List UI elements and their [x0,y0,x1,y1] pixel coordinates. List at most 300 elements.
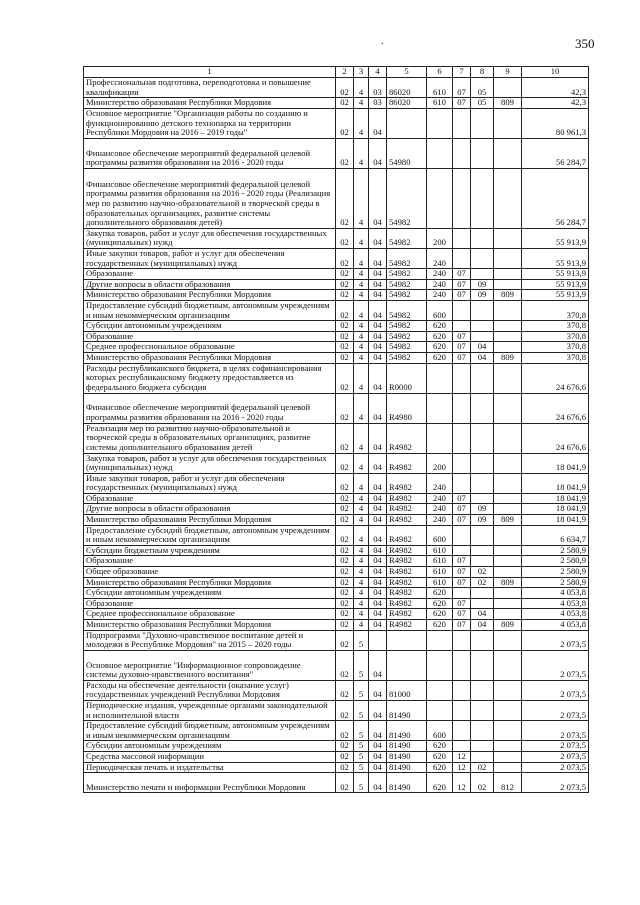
table-cell: 02 [336,751,354,762]
header-cell: 1 [84,67,336,78]
table-cell: 04 [369,290,387,301]
table-cell: Министерство образования Республики Мордовия [84,577,336,588]
table-cell: 04 [369,393,387,423]
table-cell: 5 [354,773,369,793]
table-row [84,321,589,332]
table-cell [387,650,427,680]
table-cell [494,556,522,567]
table-cell [494,248,522,268]
table-cell: 02 [336,598,354,609]
table-cell [471,680,494,700]
table-cell: 02 [336,290,354,301]
table-cell: 4 [354,423,369,453]
table-cell: 18 041,9 [522,473,589,493]
table-cell: 4 [354,279,369,290]
table-cell: 809 [494,620,522,631]
table-cell: 24 676,6 [522,423,589,453]
table-cell: 02 [336,630,354,650]
table-cell [494,493,522,504]
table-cell: 81490 [387,741,427,752]
table-cell: 200 [427,453,453,473]
table-cell [471,650,494,680]
table-cell: 04 [369,762,387,773]
table-cell: 4 [354,515,369,526]
table-cell: 620 [427,588,453,599]
table-cell: 610 [427,577,453,588]
table-cell: Образование [84,269,336,280]
table-cell: Образование [84,556,336,567]
table-cell: 07 [453,598,471,609]
table-cell [494,567,522,578]
table-cell [453,300,471,320]
table-cell: 02 [336,577,354,588]
table-cell: 02 [336,700,354,720]
table-cell [453,393,471,423]
table-row [84,721,589,741]
table-cell: 04 [369,577,387,588]
table-row [84,620,589,631]
table-row [84,609,589,620]
table-cell: 04 [369,228,387,248]
table-cell: 04 [369,504,387,515]
table-row [84,352,589,363]
table-cell [453,630,471,650]
table-cell: 54982 [387,168,427,228]
table-cell: 54982 [387,269,427,280]
table-cell: Основное мероприятие "Организация работы по созданию и функционированию детского технопарка на территории Республики Мордовия на 2016 – 2019 годы" [84,108,336,138]
table-cell: 240 [427,248,453,268]
table-cell: 02 [336,545,354,556]
table-cell: 620 [427,598,453,609]
header-row [84,67,589,78]
table-row [84,473,589,493]
table-cell [453,168,471,228]
table-cell: 07 [453,493,471,504]
table-cell: 4 [354,588,369,599]
table-row [84,762,589,773]
table-cell [453,321,471,332]
table-cell: 56 284,7 [522,138,589,168]
table-cell: 42,3 [522,98,589,109]
table-cell: 02 [336,620,354,631]
table-cell: 5 [354,680,369,700]
table-cell: R4982 [387,598,427,609]
table-cell: 02 [336,525,354,545]
table-cell: 4 [354,290,369,301]
table-cell [494,473,522,493]
table-cell: 04 [369,545,387,556]
table-cell [471,423,494,453]
table-cell: 610 [427,567,453,578]
table-row [84,493,589,504]
table-cell: 04 [471,620,494,631]
table-cell: 54982 [387,331,427,342]
table-cell: Финансовое обеспечение мероприятий федеральной целевой программы развития образования на 2016 - 2020 годы (Реализация мер по развитию научно-образовательной и творческой среды в образовательных организациях, развитие системы дополнительного образования детей) [84,168,336,228]
table-cell: Предоставление субсидий бюджетным, автономным учреждениям и иным некоммерческим организациям [84,721,336,741]
table-cell: 04 [369,342,387,353]
table-cell: 4 [354,321,369,332]
table-cell: 02 [336,556,354,567]
table-cell: 04 [369,515,387,526]
table-cell: 809 [494,352,522,363]
table-cell [494,321,522,332]
table-cell [494,342,522,353]
table-row [84,342,589,353]
table-cell: 5 [354,650,369,680]
table-cell: 240 [427,290,453,301]
table-cell: 620 [427,342,453,353]
table-cell: 07 [453,331,471,342]
table-cell: Образование [84,331,336,342]
page-number: 350 [575,36,595,51]
table-cell [494,598,522,609]
table-cell: R4982 [387,473,427,493]
table-cell: 240 [427,515,453,526]
table-cell: Министерство образования Республики Мордовия [84,98,336,109]
table-cell: R4982 [387,577,427,588]
table-cell: 4 [354,609,369,620]
table-cell: Иные закупки товаров, работ и услуг для обеспечения государственных (муниципальных) нужд [84,473,336,493]
table-cell [387,108,427,138]
table-cell: 02 [336,228,354,248]
table-row [84,567,589,578]
table-cell: 07 [453,620,471,631]
table-cell: 12 [453,751,471,762]
table-cell: 54980 [387,138,427,168]
table-cell [471,300,494,320]
table-cell: 55 913,9 [522,279,589,290]
table-cell: 04 [369,363,387,393]
table-cell: 02 [336,493,354,504]
table-cell [471,321,494,332]
table-cell [453,363,471,393]
table-cell: 4 [354,168,369,228]
table-cell: 4 [354,352,369,363]
table-cell [494,700,522,720]
table-cell: 02 [336,269,354,280]
table-cell: 600 [427,525,453,545]
table-cell [494,108,522,138]
table-cell: 09 [471,515,494,526]
table-cell: R4982 [387,609,427,620]
table-cell: 81490 [387,762,427,773]
table-cell: 620 [427,741,453,752]
table-cell: 2 073,5 [522,773,589,793]
table-cell: 4 [354,453,369,473]
table-cell: 54982 [387,300,427,320]
table-cell: Иные закупки товаров, работ и услуг для обеспечения государственных (муниципальных) нужд [84,248,336,268]
table-cell [494,609,522,620]
table-cell: R4982 [387,504,427,515]
table-cell: 02 [336,773,354,793]
table-cell: Реализация мер по развитию научно-образовательной и творческой среды в образовательных организациях, развитие системы дополнительного образования детей [84,423,336,453]
table-cell [427,393,453,423]
table-cell [494,138,522,168]
table-row [84,423,589,453]
table-cell: 620 [427,321,453,332]
table-cell: 4 [354,342,369,353]
table-cell: 18 041,9 [522,504,589,515]
table-cell [453,545,471,556]
table-cell: 4 [354,525,369,545]
table-cell [471,630,494,650]
table-cell [453,453,471,473]
table-cell: 07 [453,342,471,353]
table-cell: 4 053,8 [522,609,589,620]
table-row [84,279,589,290]
table-cell [494,331,522,342]
table-cell [453,650,471,680]
table-cell [427,630,453,650]
table-cell [494,588,522,599]
table-cell: 24 676,6 [522,363,589,393]
header-cell: 8 [471,67,494,78]
table-cell [453,680,471,700]
table-cell [471,363,494,393]
table-cell: 05 [471,98,494,109]
table-cell: 4 [354,577,369,588]
table-cell: 02 [471,762,494,773]
table-cell: 02 [336,650,354,680]
table-cell: 610 [427,78,453,98]
table-cell [453,525,471,545]
table-cell: 86020 [387,78,427,98]
table-cell: 4 [354,363,369,393]
table-cell [494,751,522,762]
table-cell: 04 [369,168,387,228]
table-cell: Субсидии автономным учреждениям [84,588,336,599]
table-cell: 2 073,5 [522,741,589,752]
table-cell: Общее образование [84,567,336,578]
table-row [84,588,589,599]
table-cell: 02 [336,423,354,453]
table-cell [453,423,471,453]
table-cell [471,721,494,741]
table-cell: 04 [369,741,387,752]
table-cell: 12 [453,762,471,773]
table-cell: 02 [336,300,354,320]
table-cell: 04 [369,321,387,332]
table-cell: 2 580,9 [522,545,589,556]
table-cell: 4 [354,473,369,493]
table-row [84,773,589,793]
table-row [84,680,589,700]
table-cell: 4 [354,269,369,280]
table-cell: 80 961,3 [522,108,589,138]
table-cell: 04 [369,567,387,578]
table-cell: 04 [369,650,387,680]
table-row [84,751,589,762]
table-cell [471,545,494,556]
table-cell: 04 [369,721,387,741]
table-cell [453,228,471,248]
table-cell: 4 [354,504,369,515]
table-cell: 4 [354,331,369,342]
table-cell: 02 [336,393,354,423]
table-cell [471,138,494,168]
table-cell: 04 [369,279,387,290]
table-cell: 4 053,8 [522,588,589,599]
table-cell [471,168,494,228]
table-cell: 4 [354,493,369,504]
table-cell: 610 [427,545,453,556]
table-cell: 54982 [387,352,427,363]
table-cell: R4982 [387,493,427,504]
table-cell: 55 913,9 [522,228,589,248]
table-cell [494,650,522,680]
table-cell [453,741,471,752]
table-cell: 04 [369,473,387,493]
scan-mark: . [381,36,384,47]
table-cell: 600 [427,300,453,320]
table-cell [471,453,494,473]
table-cell: Министерство образования Республики Мордовия [84,620,336,631]
table-cell: 809 [494,98,522,109]
table-cell: 81490 [387,773,427,793]
table-cell: 370,8 [522,300,589,320]
header-cell: 6 [427,67,453,78]
table-cell: 04 [369,588,387,599]
table-cell: 02 [336,363,354,393]
table-cell: 07 [453,515,471,526]
table-cell: 370,8 [522,342,589,353]
table-cell: Другие вопросы в области образования [84,279,336,290]
table-cell: R4982 [387,453,427,473]
table-cell: Предоставление субсидий бюджетным, автономным учреждениям и иным некоммерческим организациям [84,525,336,545]
table-cell [453,588,471,599]
table-row [84,515,589,526]
table-cell [471,248,494,268]
table-cell [494,279,522,290]
table-cell: 02 [336,352,354,363]
table-cell [494,363,522,393]
table-cell: 370,8 [522,321,589,332]
table-cell: Субсидии бюджетным учреждениям [84,545,336,556]
table-cell: 81490 [387,721,427,741]
table-cell: 04 [369,556,387,567]
table-cell [427,423,453,453]
table-cell: 02 [471,567,494,578]
table-row [84,650,589,680]
table-row [84,453,589,473]
table-cell: 5 [354,700,369,720]
table-row [84,168,589,228]
table-cell [427,680,453,700]
table-cell [471,525,494,545]
table-cell: 4 053,8 [522,598,589,609]
budget-table [83,66,589,793]
table-cell: 81490 [387,751,427,762]
table-cell [471,393,494,423]
table-cell: 02 [336,321,354,332]
table-cell [427,650,453,680]
table-cell: 5 [354,741,369,752]
table-cell: 04 [369,331,387,342]
table-cell [494,453,522,473]
table-cell: R4982 [387,620,427,631]
table-row [84,248,589,268]
table-cell: 07 [453,269,471,280]
table-cell: 4 [354,98,369,109]
table-cell: 2 073,5 [522,650,589,680]
table-row [84,138,589,168]
table-cell: 07 [453,352,471,363]
table-cell [427,168,453,228]
header-cell: 4 [369,67,387,78]
table-cell: 02 [336,248,354,268]
table-cell: 5 [354,630,369,650]
table-cell: 02 [336,342,354,353]
table-cell: 610 [427,98,453,109]
table-cell: Образование [84,598,336,609]
table-cell: 02 [336,567,354,578]
table-cell: Министерство образования Республики Мордовия [84,290,336,301]
table-cell: 240 [427,473,453,493]
table-cell: 02 [336,108,354,138]
table-cell: Субсидии автономным учреждениям [84,321,336,332]
table-cell: 4 [354,138,369,168]
table-cell: Другие вопросы в области образования [84,504,336,515]
table-cell: 18 041,9 [522,515,589,526]
table-cell [453,108,471,138]
table-cell [494,545,522,556]
table-cell [471,269,494,280]
table-cell: 12 [453,773,471,793]
table-cell: 04 [369,773,387,793]
table-cell [494,630,522,650]
table-cell: 620 [427,762,453,773]
table-cell: Субсидии автономным учреждениям [84,741,336,752]
table-cell [494,228,522,248]
table-cell: 02 [336,453,354,473]
table-cell: 42,3 [522,78,589,98]
table-cell [494,168,522,228]
table-cell: 04 [471,342,494,353]
table-cell: 620 [427,352,453,363]
table-cell: 18 041,9 [522,453,589,473]
table-cell: R4982 [387,588,427,599]
table-cell [494,741,522,752]
table-cell [494,762,522,773]
table-cell [453,248,471,268]
table-cell [471,588,494,599]
table-row [84,108,589,138]
table-cell: R4982 [387,423,427,453]
table-cell [494,300,522,320]
table-cell: 54982 [387,342,427,353]
table-cell: Закупка товаров, работ и услуг для обеспечения государственных (муниципальных) нужд [84,228,336,248]
table-cell: 370,8 [522,352,589,363]
table-cell [471,473,494,493]
table-cell: R4982 [387,556,427,567]
table-cell: 809 [494,577,522,588]
table-cell: 4 [354,393,369,423]
table-cell: 09 [471,279,494,290]
table-cell: 07 [453,279,471,290]
table-row [84,630,589,650]
table-cell [471,228,494,248]
table-cell: 4 [354,248,369,268]
table-cell: 02 [336,138,354,168]
table-cell: 54982 [387,248,427,268]
table-row [84,393,589,423]
table-cell: 600 [427,721,453,741]
table-cell: 55 913,9 [522,248,589,268]
table-cell [471,751,494,762]
table-row [84,98,589,109]
table-cell: 04 [369,751,387,762]
table-cell: Расходы республиканского бюджета, в целях софинансирования которых республиканскому бюджету предоставляется из федерального бюджета субсидия [84,363,336,393]
